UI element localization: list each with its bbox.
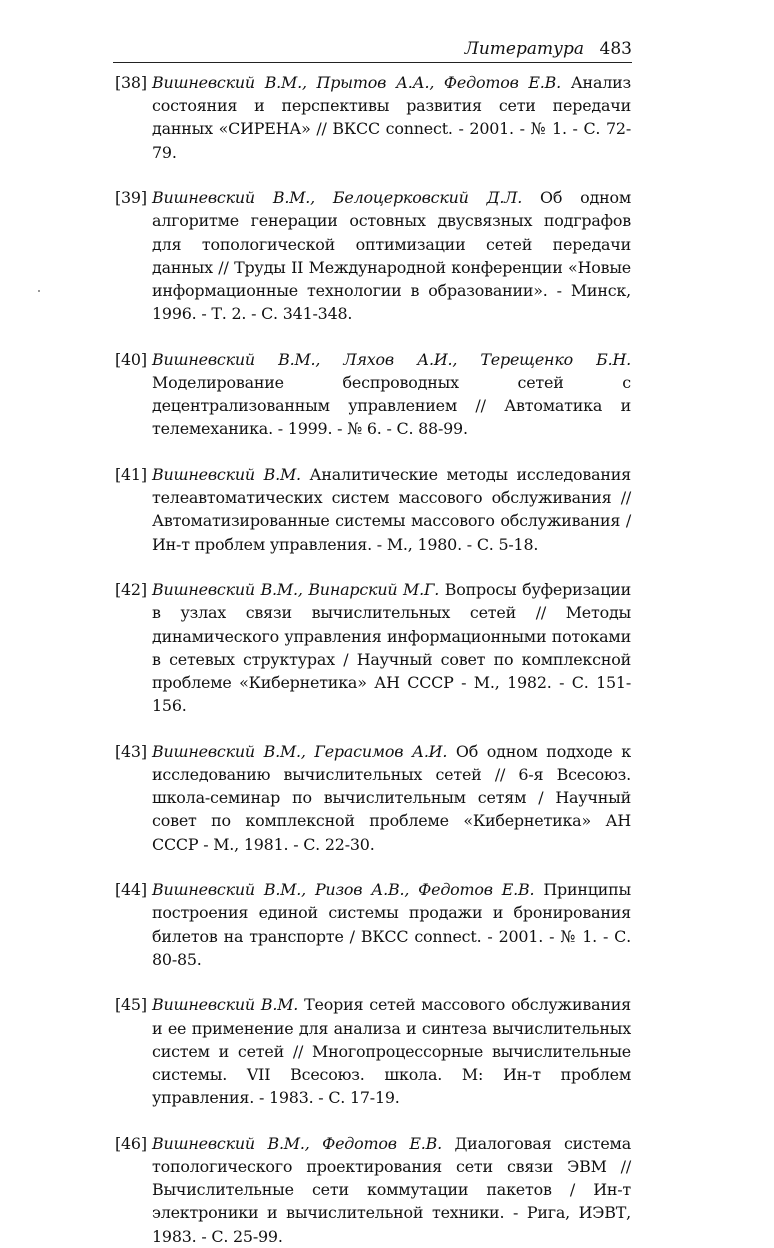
reference-text: Об одном подходе к исследованию вычислительных сетей // 6-я Всесоюз. школа-семинар по вычислительным сетям / Научный совет по комплексной проблеме «Кибернетика» АН СССР - М., 1981. - С. 22-30. [152,741,631,854]
reference-text: Анализ состояния и перспективы развития сети передачи данных «СИРЕНА» // ВКСС connect. - 2001. - № 1. - С. 72-79. [152,73,631,162]
reference-authors: Вишневский В.М., Герасимов А.И. [152,741,448,761]
reference-entry-43 [115,740,631,856]
reference-entry-41 [115,463,631,556]
reference-authors: Вишневский В.М., Ризов А.В., Федотов Е.В. [152,880,535,900]
reference-authors: Вишневский В.М., Белоцерковский Д.Л. [152,188,523,208]
reference-number: [42] [115,580,147,600]
reference-text: Аналитические методы исследования телеавтоматических систем массового обслуживания // Автоматизированные системы массового обслуживания / Ин-т проблем управления. - М., 1980. - С. 5-18. [152,465,632,554]
reference-authors: Вишневский В.М. [152,995,299,1015]
reference-text: Вопросы буферизации в узлах связи вычислительных сетей // Методы динамического управления информационными потоками в сетевых структурах / Научный совет по комплексной проблеме «Кибернетика» АН СССР - М., 1982. - С. 151-156. [152,580,632,716]
reference-number: [43] [115,741,147,761]
references-list [115,71,631,1248]
reference-number: [45] [115,995,147,1015]
reference-entry-39 [115,186,631,325]
reference-authors: Вишневский В.М. [152,465,301,485]
page-number: 483 [599,39,632,59]
reference-entry-45 [115,993,631,1109]
reference-number: [46] [115,1133,147,1153]
reference-text: Диалоговая система топологического проектирования сети связи ЭВМ // Вычислительные сети коммутации пакетов / Ин-т электроники и вычислительной техники. - Рига, ИЭВТ, 1983. - С. 25-99. [152,1133,631,1246]
reference-text: Принципы построения единой системы продажи и бронирования билетов на транспорте / ВКСС connect. - 2001. - № 1. - С. 80-85. [152,880,631,969]
reference-entry-42 [115,578,631,717]
running-head [113,38,632,63]
reference-text: Теория сетей массового обслуживания и ее применение для анализа и синтеза вычислительных систем и сетей // Многопроцессорные вычислительные системы. VII Всесоюз. школа. М: Ин-т проблем управления. - 1983. - С. 17-19. [152,995,631,1108]
margin-dot [38,290,40,292]
reference-entry-46 [115,1132,631,1248]
reference-authors: Вишневский В.М., Ляхов А.И., Терещенко Б.Н. [152,349,631,369]
reference-text: Об одном алгоритме генерации остовных двусвязных подграфов для топологической оптимизации сетей передачи данных // Труды II Международной конференции «Новые информационные технологии в образовании». - Минск, 1996. - Т. 2. - С. 341-348. [152,188,631,324]
reference-number: [40] [115,349,147,369]
reference-text: Моделирование беспроводных сетей с децентрализованным управлением // Автоматика и телемеханика. - 1999. - № 6. - С. 88-99. [152,373,631,439]
reference-entry-44 [115,878,631,971]
reference-authors: Вишневский В.М., Федотов Е.В. [152,1133,442,1153]
reference-authors: Вишневский В.М., Винарский М.Г. [152,580,440,600]
reference-number: [39] [115,188,147,208]
reference-entry-40 [115,348,631,441]
running-title: Литература [464,39,584,59]
reference-number: [44] [115,880,147,900]
reference-entry-38 [115,71,631,164]
reference-authors: Вишневский В.М., Прытов А.А., Федотов Е.В. [152,73,561,92]
reference-number: [38] [115,73,147,92]
reference-number: [41] [115,465,147,485]
